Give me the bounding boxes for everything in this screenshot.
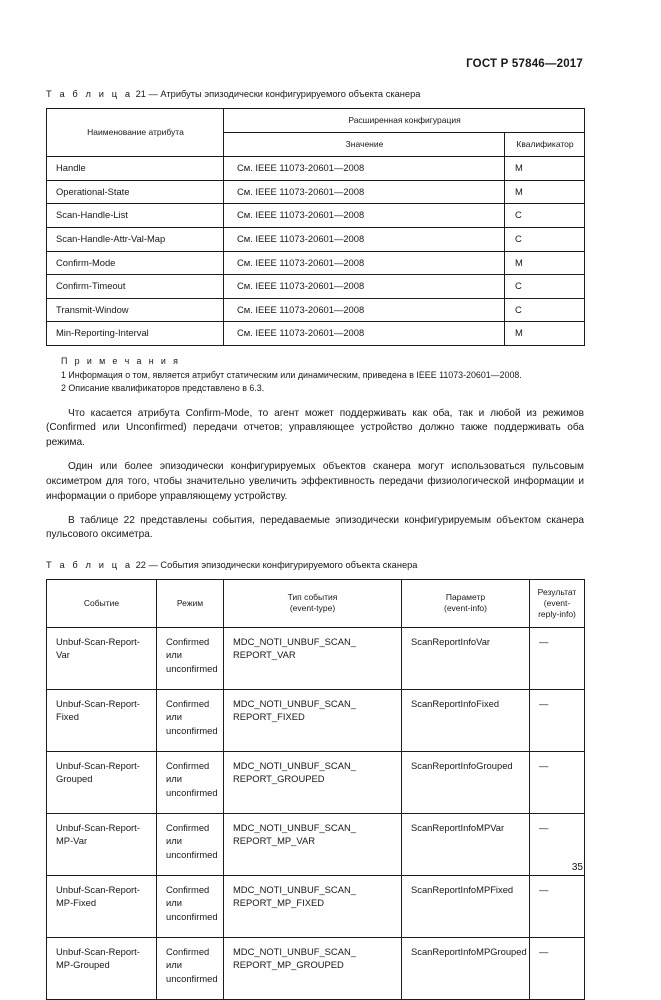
table-22-mode-line: unconfirmed [166,662,218,674]
table-22-event-type-line: MDC_NOTI_UNBUF_SCAN_ [233,635,356,647]
note-item: 2 Описание квалификаторов представлено в 6.3. [61,383,265,394]
table-22-header-mode [157,579,224,627]
table-21-attribute-text: Operational-State [56,185,130,197]
table-22-result-text: — [539,821,549,833]
table-21-cell-attribute [47,275,224,299]
table-22-result-text: — [539,945,549,957]
table-row [47,228,585,252]
table-21-header-value-label: Значение [345,138,384,149]
table-21-cell-attribute [47,322,224,346]
table-22-mode-line: Confirmed [166,883,210,895]
table-21-cell-qualifier [505,180,585,204]
table-21-value-text: См. IEEE 11073-20601—2008 [237,185,365,197]
table-22-cell-mode [157,875,224,937]
table-21-head [47,108,585,157]
table-22-mode-line: или [166,649,182,661]
table-21-qualifier-text: М [515,256,523,268]
table-22-cell-mode [157,627,224,689]
table-21-cell-value [224,228,505,252]
table-22-cell-event [47,751,157,813]
table-22-cell-event [47,875,157,937]
table-22-event-type-line: REPORT_MP_GROUPED [233,959,344,971]
page-number: 35 [571,862,583,873]
table-22-header-param [402,579,530,627]
table-21-value-text: См. IEEE 11073-20601—2008 [237,233,365,245]
table-22-body [47,627,585,999]
table-22-header-event-type [224,579,402,627]
table-22-event-type-line: REPORT_MP_FIXED [233,897,324,909]
table-22-event-text: Unbuf-Scan-Report-MP-Var [56,821,140,847]
table-row [47,180,585,204]
table-21-qualifier-text: С [515,209,522,221]
table-22-cell-param [402,627,530,689]
table-22-header-result-sublabel-1: (event- [543,597,571,608]
table-21-cell-value [224,251,505,275]
table-22 [46,579,585,1000]
table-22-mode-line: unconfirmed [166,848,218,860]
table-21-cell-attribute [47,228,224,252]
table-22-mode-line: unconfirmed [166,786,218,798]
table-21-cell-attribute [47,157,224,181]
table-21-value-text: См. IEEE 11073-20601—2008 [237,162,365,174]
table-22-mode-line: unconfirmed [166,910,218,922]
table-21-attribute-text: Transmit-Window [56,303,129,315]
table-21-qualifier-text: С [515,233,522,245]
table-22-header-event [47,579,157,627]
table-21-caption-text: — Атрибуты эпизодически конфигурируемого объекта сканера [148,89,421,99]
table-22-event-type-line: MDC_NOTI_UNBUF_SCAN_ [233,821,356,833]
table-22-cell-event [47,689,157,751]
table-21-qualifier-text: С [515,280,522,292]
table-22-cell-param [402,751,530,813]
table-22-cell-event-type [224,875,402,937]
table-22-event-text: Unbuf-Scan-Report-MP-Grouped [56,945,140,971]
table-22-cell-mode [157,751,224,813]
table-22-mode-line: Confirmed [166,635,210,647]
table-22-head [47,579,585,627]
table-22-cell-param [402,689,530,751]
table-21-value-text: См. IEEE 11073-20601—2008 [237,280,365,292]
table-22-cell-param [402,813,530,875]
table-row [47,275,585,299]
table-21-header-attribute-label: Наименование атрибута [87,126,184,137]
table-22-header-event-label: Событие [83,597,120,608]
table-22-cell-event [47,627,157,689]
table-22-mode-line: Confirmed [166,945,210,957]
table-21-cell-value [224,204,505,228]
table-21-cell-qualifier [505,228,585,252]
table-21-header-value [224,132,505,156]
table-21-value-text: См. IEEE 11073-20601—2008 [237,303,365,315]
running-head: ГОСТ Р 57846—2017 [466,58,583,70]
table-22-cell-result [530,689,585,751]
table-22-caption-number: 22 [135,560,146,571]
table-22-event-type-line: MDC_NOTI_UNBUF_SCAN_ [233,697,356,709]
table-22-header-result-sublabel-2: reply-info) [538,608,576,619]
table-22-mode-line: или [166,773,182,785]
table-21-cell-attribute [47,298,224,322]
table-22-mode-line: Confirmed [166,697,210,709]
table-21-caption-word: Т а б л и ц а [46,89,133,99]
table-22-header-result [530,579,585,627]
table-21-qualifier-text: С [515,303,522,315]
table-21-attribute-text: Confirm-Timeout [56,280,126,292]
table-21-cell-value [224,157,505,181]
table-22-result-text: — [539,697,549,709]
table-22-header-param-sublabel: (event-info) [444,603,487,614]
table-22-event-type-line: MDC_NOTI_UNBUF_SCAN_ [233,945,356,957]
table-22-event-text: Unbuf-Scan-Report-MP-Fixed [56,883,140,909]
table-22-mode-line: unconfirmed [166,972,218,984]
table-22-param-text: ScanReportInfoFixed [411,697,500,709]
table-row [47,627,585,689]
page-content [46,88,584,1000]
notes-title: П р и м е ч а н и я [61,356,181,367]
table-22-cell-event-type [224,751,402,813]
table-21-cell-value [224,322,505,346]
table-22-result-text: — [539,635,549,647]
table-row [47,937,585,999]
table-22-event-type-line: REPORT_GROUPED [233,773,325,785]
table-22-param-text: ScanReportInfoMPGrouped [411,945,527,957]
table-21-cell-qualifier [505,157,585,181]
table-21-attribute-text: Handle [56,162,86,174]
table-row [47,157,585,181]
table-22-cell-event-type [224,813,402,875]
table-22-cell-result [530,875,585,937]
table-21-attribute-text: Confirm-Mode [56,256,116,268]
table-22-event-type-line: MDC_NOTI_UNBUF_SCAN_ [233,759,356,771]
table-22-header-mode-label: Режим [176,597,204,608]
table-21-cell-attribute [47,180,224,204]
table-22-cell-event [47,937,157,999]
table-22-event-type-line: REPORT_FIXED [233,711,305,723]
table-21-cell-qualifier [505,204,585,228]
table-21-value-text: См. IEEE 11073-20601—2008 [237,209,365,221]
table-21-attribute-text: Min-Reporting-Interval [56,327,149,339]
table-21-cell-attribute [47,204,224,228]
table-22-cell-event-type [224,627,402,689]
table-21-qualifier-text: М [515,162,523,174]
table-21-cell-value [224,180,505,204]
table-22-param-text: ScanReportInfoMPVar [411,821,505,833]
table-22-param-text: ScanReportInfoMPFixed [411,883,514,895]
table-21-header-qualifier-label: Квалификатор [516,138,574,149]
table-21-qualifier-text: М [515,185,523,197]
table-22-mode-line: или [166,897,182,909]
body-paragraph: Один или более эпизодически конфигурируемых объектов сканера могут использоваться пульсовым оксиметром для того, чтобы значительно увеличить эффективность передачи физиологической информации и информации о приборе управляющему устройству. [46,461,584,502]
table-21-cell-qualifier [505,298,585,322]
table-21-header-attribute [47,108,224,157]
table-22-event-text: Unbuf-Scan-Report-Grouped [56,759,140,785]
table-22-event-text: Unbuf-Scan-Report-Var [56,635,140,661]
table-21-cell-qualifier [505,275,585,299]
table-22-cell-mode [157,689,224,751]
table-22-event-type-line: REPORT_MP_VAR [233,835,315,847]
table-22-header-param-label: Параметр [445,592,486,603]
table-row [47,298,585,322]
table-22-cell-event-type [224,689,402,751]
table-21-cell-qualifier [505,251,585,275]
note-item: 1 Информация о том, является атрибут статическим или динамическим, приведена в IEEE 11073-20601—2008. [61,370,522,381]
table-22-result-text: — [539,759,549,771]
table-22-event-type-line: REPORT_VAR [233,649,296,661]
body-paragraph: Что касается атрибута Confirm-Mode, то агент может поддерживать как оба, так и любой из режимов (Confirmed или Unconfirmed) передачи отчетов; управляющее устройство должно также поддерживать оба режима. [46,407,584,449]
table-row [47,689,585,751]
table-21-header-group [224,108,585,132]
table-22-cell-param [402,937,530,999]
notes-block [46,355,584,396]
table-21-header-qualifier [505,132,585,156]
table-22-param-text: ScanReportInfoGrouped [411,759,513,771]
table-22-mode-line: или [166,959,182,971]
table-21-value-text: См. IEEE 11073-20601—2008 [237,327,365,339]
table-22-cell-event [47,813,157,875]
table-21-caption [46,88,584,101]
table-21-cell-qualifier [505,322,585,346]
table-row [47,204,585,228]
table-22-result-text: — [539,883,549,895]
table-22-caption [46,559,584,572]
table-21 [46,108,585,347]
table-22-caption-text: — События эпизодически конфигурируемого объекта сканера [148,560,418,571]
table-22-cell-mode [157,813,224,875]
table-21-attribute-text: Scan-Handle-List [56,209,128,221]
table-22-cell-event-type [224,937,402,999]
table-22-cell-mode [157,937,224,999]
spacer [46,543,584,559]
table-row [47,813,585,875]
table-22-mode-line: Confirmed [166,821,210,833]
table-21-header-row-1 [47,108,585,132]
table-row [47,322,585,346]
table-22-cell-result [530,627,585,689]
table-22-header-event-type-sublabel: (event-type) [289,603,336,614]
table-21-caption-number: 21 [135,89,146,99]
table-22-param-text: ScanReportInfoVar [411,635,491,647]
body-paragraph: В таблице 22 представлены события, передаваемые эпизодически конфигурируемым объектом сканера пульсового оксиметра. [46,514,584,541]
table-22-event-text: Unbuf-Scan-Report-Fixed [56,697,140,723]
table-22-header-row [47,579,585,627]
table-22-mode-line: или [166,835,182,847]
table-row [47,875,585,937]
table-21-value-text: См. IEEE 11073-20601—2008 [237,256,365,268]
table-21-attribute-text: Scan-Handle-Attr-Val-Map [56,233,166,245]
table-21-qualifier-text: М [515,327,523,339]
table-22-cell-param [402,875,530,937]
table-21-cell-value [224,275,505,299]
table-21-header-group-label: Расширенная конфигурация [348,114,461,125]
table-22-mode-line: Confirmed [166,759,210,771]
table-22-cell-result [530,751,585,813]
table-22-cell-result [530,937,585,999]
table-22-mode-line: или [166,711,182,723]
table-row [47,251,585,275]
table-22-event-type-line: MDC_NOTI_UNBUF_SCAN_ [233,883,356,895]
table-22-header-result-label: Результат [537,586,577,597]
table-21-cell-attribute [47,251,224,275]
table-21-cell-value [224,298,505,322]
table-22-header-event-type-label: Тип события [287,592,338,603]
table-row [47,751,585,813]
table-21-body [47,157,585,346]
table-22-caption-word: Т а б л и ц а [46,560,133,571]
table-22-mode-line: unconfirmed [166,724,218,736]
